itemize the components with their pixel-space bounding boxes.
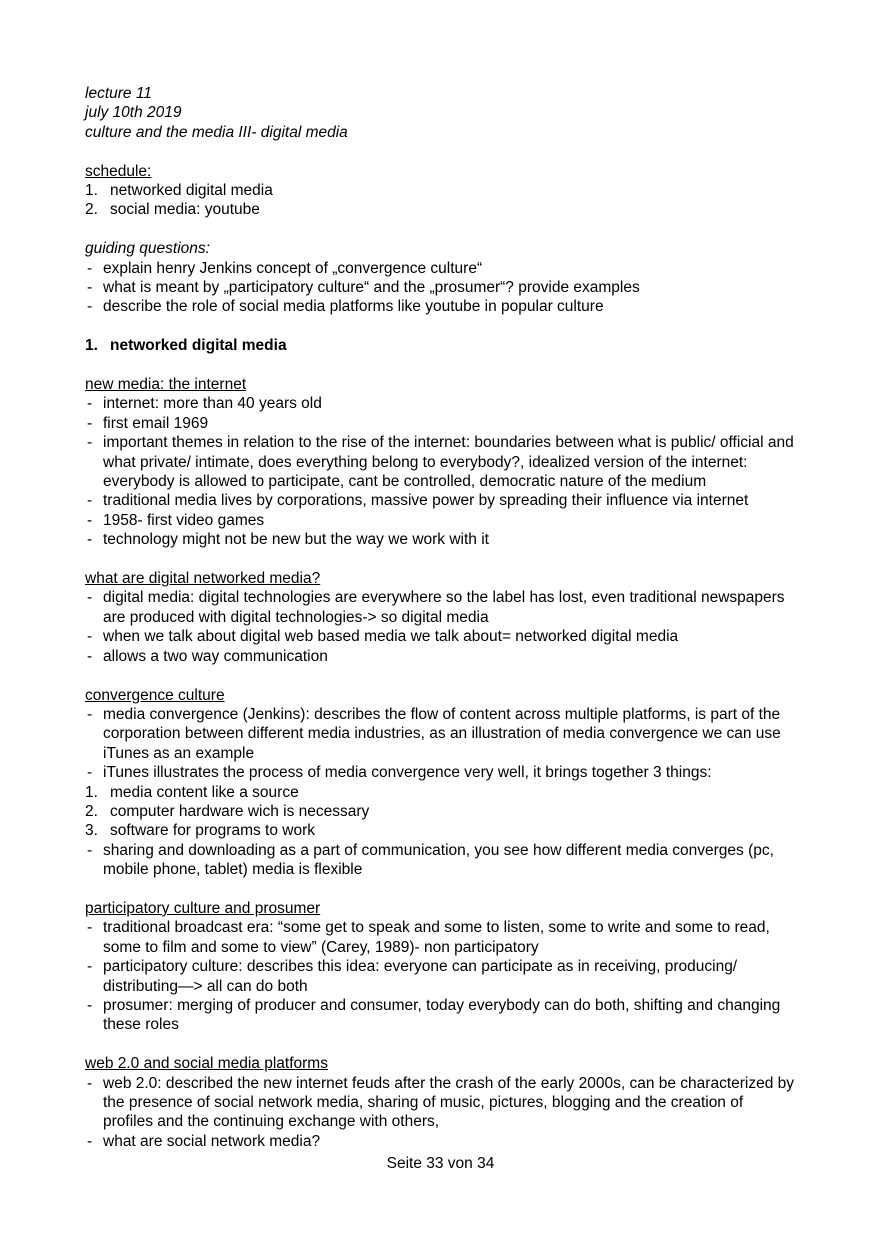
- text-line: july 10th 2019: [85, 104, 182, 122]
- dash-bullet: -: [87, 434, 93, 452]
- list-item: [85, 511, 796, 530]
- blank-line: [85, 1035, 796, 1054]
- document-body: [85, 84, 796, 1151]
- list-item-text: traditional media lives by corporations, massive power by spreading their influence via internet: [103, 492, 749, 510]
- list-item: [85, 783, 796, 802]
- heading-participatory-culture-text: participatory culture and prosumer: [85, 899, 321, 917]
- heading-web-2-0-text: web 2.0 and social media platforms: [85, 1055, 328, 1073]
- list-item-text: technology might not be new but the way we work with it: [103, 531, 489, 549]
- heading-new-media: [85, 375, 796, 394]
- list-item-text: what is meant by „participatory culture“ and the „prosumer“? provide examples: [103, 279, 640, 297]
- dash-bullet: -: [87, 511, 93, 529]
- list-item: [85, 802, 796, 821]
- dash-bullet: -: [87, 259, 93, 277]
- dash-bullet: -: [87, 414, 93, 432]
- list-number: 3.: [85, 822, 98, 840]
- itunes-things-list: [85, 783, 796, 841]
- heading-guiding-questions-text: guiding questions:: [85, 240, 210, 258]
- list-item: [85, 1132, 796, 1151]
- dash-bullet: -: [87, 279, 93, 297]
- heading-schedule-text: schedule:: [85, 162, 152, 180]
- list-item: [85, 841, 796, 880]
- list-item: [85, 996, 796, 1035]
- list-item: [85, 181, 796, 200]
- page-footer: Seite 33 von 34: [386, 1155, 495, 1173]
- dash-bullet: -: [87, 531, 93, 549]
- heading-digital-networked-media-text: what are digital networked media?: [85, 570, 321, 588]
- list-item: [85, 530, 796, 549]
- list-item-text: digital media: digital technologies are everywhere so the label has lost, even traditional newspapers are produced with digital technologies-> so digital media: [103, 589, 785, 626]
- dash-bullet: -: [87, 628, 93, 646]
- dash-bullet: -: [87, 958, 93, 976]
- list-item: [85, 259, 796, 278]
- list-item: [85, 433, 796, 491]
- list-item-text: sharing and downloading as a part of communication, you see how different media converges (pc, mobile phone, tablet) media is flexible: [103, 841, 774, 879]
- heading-networked-digital-media: [85, 336, 796, 355]
- dash-bullet: -: [87, 492, 93, 510]
- list-item: [85, 627, 796, 646]
- blank-line: [85, 142, 796, 161]
- convergence-culture-list: [85, 705, 796, 783]
- digital-networked-media-list: [85, 588, 796, 666]
- dash-bullet: -: [87, 996, 93, 1014]
- list-item-text: networked digital media: [110, 182, 273, 200]
- list-item-text: computer hardware wich is necessary: [110, 802, 370, 820]
- list-item: [85, 491, 796, 510]
- participatory-culture-list: [85, 918, 796, 1034]
- list-item-text: what are social network media?: [103, 1132, 321, 1150]
- text-line: culture and the media III- digital media: [85, 123, 348, 141]
- list-item-text: social media: youtube: [110, 201, 260, 219]
- list-item-text: explain henry Jenkins concept of „convergence culture“: [103, 259, 483, 277]
- blank-line: [85, 666, 796, 685]
- list-item-text: software for programs to work: [110, 822, 316, 840]
- heading-convergence-culture: [85, 686, 796, 705]
- heading-networked-digital-media-text: networked digital media: [110, 337, 287, 355]
- dash-bullet: -: [87, 1074, 93, 1092]
- list-item-text: when we talk about digital web based media we talk about= networked digital media: [103, 628, 679, 646]
- list-item: [85, 297, 796, 316]
- dash-bullet: -: [87, 1132, 93, 1150]
- dash-bullet: -: [87, 647, 93, 665]
- list-item-text: describe the role of social media platforms like youtube in popular culture: [103, 298, 604, 316]
- list-item-text: first email 1969: [103, 414, 209, 432]
- dash-bullet: -: [87, 298, 93, 316]
- list-item: [85, 414, 796, 433]
- list-item: [85, 1074, 796, 1132]
- list-item-text: traditional broadcast era: “some get to speak and some to listen, some to write and some to read, some to film and some to view” (Carey, 1989)- non participatory: [103, 919, 770, 956]
- list-item-text: prosumer: merging of producer and consumer, today everybody can do both, shifting and changing these roles: [103, 996, 781, 1034]
- list-number: 1.: [85, 182, 98, 200]
- list-item: [85, 647, 796, 666]
- blank-line: [85, 550, 796, 569]
- list-item: [85, 957, 796, 996]
- dash-bullet: -: [87, 919, 93, 937]
- list-item: [85, 918, 796, 957]
- heading-convergence-culture-text: convergence culture: [85, 686, 225, 704]
- dash-bullet: -: [87, 705, 93, 723]
- heading-web-2-0: [85, 1054, 796, 1073]
- schedule-list: [85, 181, 796, 220]
- list-number: 1.: [85, 783, 98, 801]
- list-item-text: media convergence (Jenkins): describes the flow of content across multiple platforms, is part of the corporation between different media industries, as an illustration of media convergence we can use iTunes as an example: [103, 705, 781, 762]
- list-item: [85, 200, 796, 219]
- blank-line: [85, 356, 796, 375]
- list-item-text: participatory culture: describes this idea: everyone can participate as in receiving, producing/ distributing—> all can do both: [103, 958, 738, 995]
- list-item: [85, 588, 796, 627]
- guiding-questions-list: [85, 259, 796, 317]
- text-line: lecture 11: [85, 85, 152, 102]
- list-item-text: allows a two way communication: [103, 647, 328, 665]
- new-media-list: [85, 394, 796, 549]
- list-item-text: internet: more than 40 years old: [103, 395, 322, 413]
- heading-schedule: [85, 162, 796, 181]
- web-2-0-list: [85, 1074, 796, 1152]
- heading-new-media-text: new media: the internet: [85, 376, 247, 394]
- dash-bullet: -: [87, 589, 93, 607]
- list-item-text: web 2.0: described the new internet feuds after the crash of the early 2000s, can be characterized by the presence of social network media, sharing of music, pictures, blogging and the creation of profiles and the continuing exchange with others,: [103, 1074, 795, 1131]
- convergence-culture-list-2: [85, 841, 796, 880]
- list-item-text: iTunes illustrates the process of media convergence very well, it brings together 3 things:: [103, 764, 712, 782]
- list-item: [85, 821, 796, 840]
- blank-line: [85, 880, 796, 899]
- blank-line: [85, 317, 796, 336]
- list-item: [85, 705, 796, 763]
- dash-bullet: -: [87, 395, 93, 413]
- list-item-text: important themes in relation to the rise of the internet: boundaries between what is public/ official and what private/ intimate, does everything belong to everybody?, idealized version of the internet: everybody is allowed to participate, cant be controlled, democratic nature of the medium: [103, 434, 794, 491]
- list-item-text: 1958- first video games: [103, 511, 265, 529]
- list-item: [85, 278, 796, 297]
- title-block: [85, 84, 796, 142]
- dash-bullet: -: [87, 841, 93, 859]
- list-item: [85, 763, 796, 782]
- blank-line: [85, 220, 796, 239]
- heading-guiding-questions: [85, 239, 796, 258]
- list-number: 2.: [85, 802, 98, 820]
- dash-bullet: -: [87, 764, 93, 782]
- heading-participatory-culture: [85, 899, 796, 918]
- list-number: 2.: [85, 201, 98, 219]
- list-item-text: media content like a source: [110, 783, 299, 801]
- heading-number: 1.: [85, 337, 98, 355]
- list-item: [85, 394, 796, 413]
- heading-digital-networked-media: [85, 569, 796, 588]
